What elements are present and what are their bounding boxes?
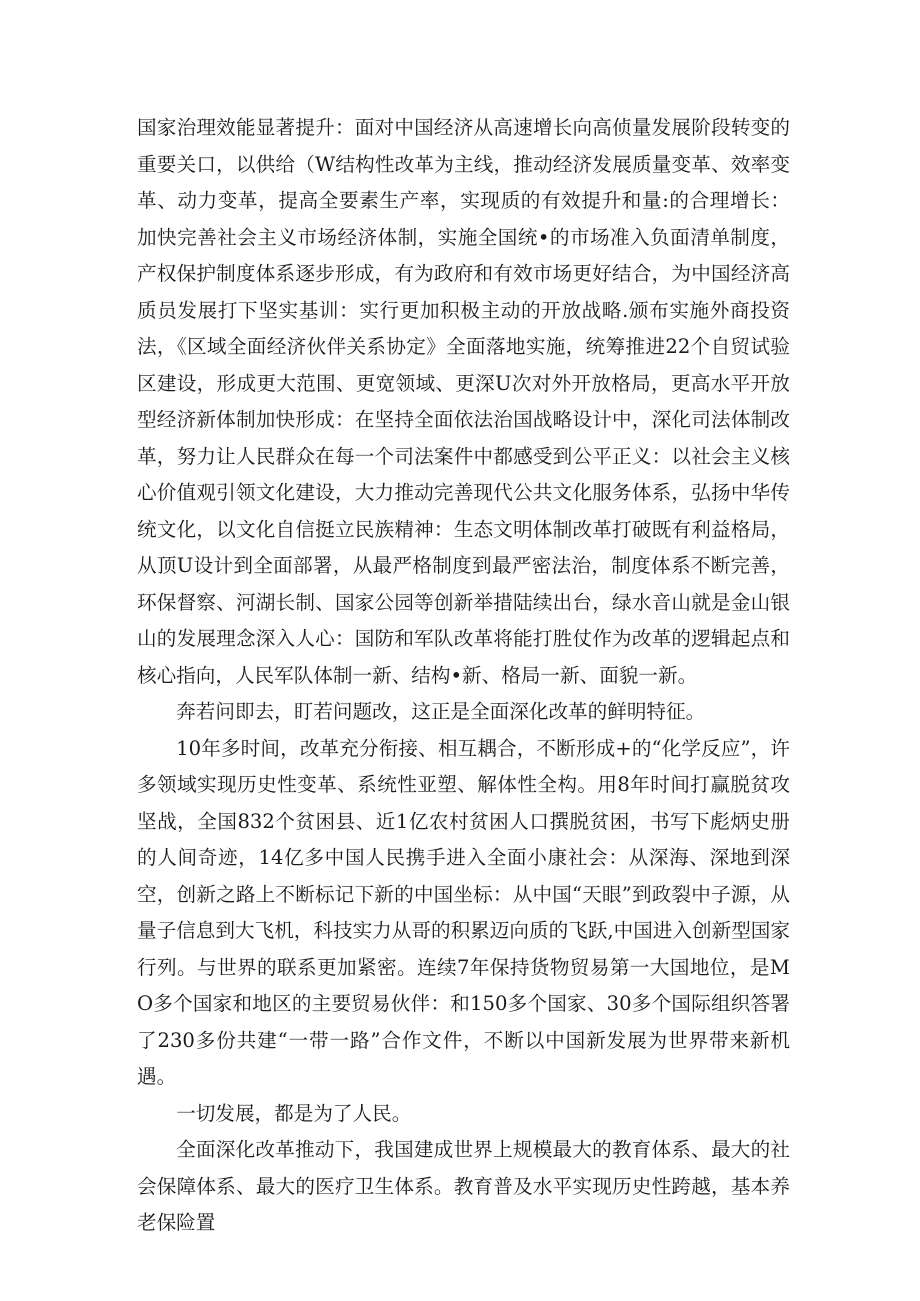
paragraph-decade-achievements: 10年多时间，改革充分衔接、相互耦合，不断形成+的“化学反应”，许多领域实现历史性变革、系统性亚塑、解体性全构。用8年时间打赢脱贫攻坚战，全国832个贫困县、近1亿农村贫困人口撰脱贫困，书写下彪炳史册的人间奇迹，14亿多中国人民携手进入全面小康社会：从深海、深地到深空，创新之路上不断标记下新的中国坐标：从中国“天眼”到政裂中子源，从量子信息到大飞机，科技实力从哥的积累迈向质的飞跃,中国进入创新型国家行列。与世界的联系更加紧密。连续7年保持货物贸易第一大国地位，是MO多个国家和地区的主要贸易伙伴：和150多个国家、30多个国际组织答署了230多份共建“一带一路”合作文件，不断以中国新发展为世界带来新机遇。	[137, 736, 790, 1088]
paragraph-social-systems: 全面深化改革推动下，我国建成世界上规模最大的教育体系、最大的社会保障体系、最大的医疗卫生体系。教育普及水平实现历史性跨越，基本养老保险置	[137, 1138, 790, 1234]
paragraph-problem-solving: 奔若问即去，盯若问题改，这正是全面深化改革的鲜明特征。	[176, 700, 706, 723]
paragraph-governance-reform: 国家治理效能显著提升：面对中国经济从高速增长向高侦量发展阶段转变的重要关口，以供给（W结构性改革为主线，推动经济发展质量变革、效率变革、动力变革，提高全要素生产率，实现质的有效提升和量:的合理增长：加快完善社会主义市场经济体制，实施全国统•的市场准入负面清单制度，产权保护制度体系逐步形成，有为政府和有效市场更好结合，为中国经济高质员发展打下坚实基训：实行更加积极主动的开放战略.颁布实施外商投资法，《区域全面经济伙伴关系协定》全面落地实施，统筹推进22个自贸试验区建设，形成更大范围、更宽领域、更深U次对外开放格局，更高水平开放型经济新体制加快形成：在坚持全面依法治国战略设计中，深化司法体制改革，努力让人民群众在每一个司法案件中都感受到公平正义：以社会主义核心价值观引领文化建设，大力推动完善现代公共文化服务体系，弘扬中华传统文化，以文化自信挺立民族精神：生态文明体制改革打破既有利益格局，从顶U设计到全面部署，从最严格制度到最严密法治，制度体系不断完善，环保督察、河湖长制、国家公园等创新举措陆续出台，绿水音山就是金山银山的发展理念深入人心：国防和军队改革将能打胜仗作为改革的逻辑起点和核心指向，人民军队体制一新、结构•新、格局一新、面貌一新。	[137, 116, 790, 687]
paragraph-for-the-people: 一切发展，都是为了人民。	[176, 1101, 412, 1125]
document-body	[137, 110, 790, 1242]
